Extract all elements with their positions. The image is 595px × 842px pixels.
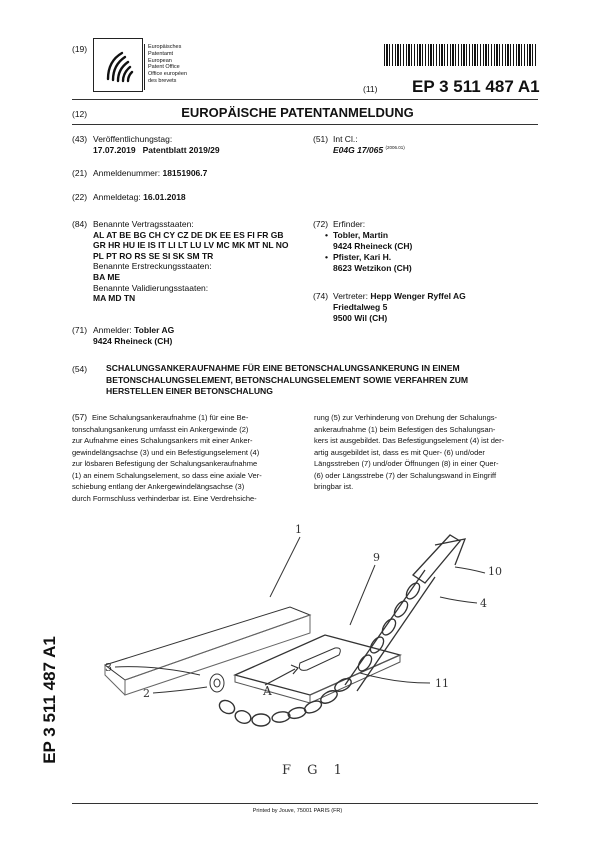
inid-57: (57) [72, 412, 88, 422]
abstract-line: tonschalungsankerung umfasst ein Ankergewinde (2) [72, 424, 249, 434]
figure-caption: F G 1 [282, 763, 348, 778]
ref-label-3: 3 [105, 661, 112, 674]
rule [72, 124, 538, 125]
inid-19: (19) [72, 44, 88, 54]
rule [72, 99, 538, 100]
field-label: Veröffentlichungstag: [93, 134, 173, 144]
printer-note: Printed by Jouve, 75001 PARIS (FR) [252, 808, 343, 814]
inid-11: (11) [363, 84, 378, 94]
office-line: Office européen [148, 71, 188, 78]
inid-21: (21) [72, 168, 88, 178]
leader-2 [153, 687, 207, 693]
bullet-icon: • [325, 230, 328, 240]
logo-divider [144, 44, 145, 90]
chain [217, 676, 353, 726]
abstract-col2 [314, 412, 538, 493]
ipc-code: E04G 17/065 [333, 145, 384, 155]
abstract-line: bringbar ist. [314, 482, 354, 491]
application-number: 18151906.7 [162, 168, 208, 178]
field-label: Erfinder: [333, 219, 366, 229]
field-label: Benannte Validierungsstaaten: [93, 282, 209, 293]
peg [210, 674, 224, 692]
inventor-name: Pfister, Kari H. [333, 252, 392, 262]
ipc-classification [333, 145, 405, 155]
inid-74: (74) [313, 291, 329, 301]
office-line: Europäisches [148, 44, 182, 50]
abstract-line: kers ist ausgebildet. Das Befestigungselement (4) ist der- [314, 436, 505, 445]
office-line: Patentamt [148, 50, 174, 57]
publication-number: EP 3 511 487 A1 [412, 77, 540, 96]
abstract-line: durch Formschluss verhinderbar ist. Eine Verdrehsiche- [72, 493, 257, 503]
leader-4 [440, 597, 477, 603]
field-label: Anmeldetag: [93, 192, 141, 202]
inid-12: (12) [72, 109, 88, 119]
barcode [384, 44, 538, 66]
ref-label-10: 10 [488, 565, 502, 578]
abstract-line: (1) an einem Schalungselement, so dass eine axiale Ver- [72, 470, 262, 480]
office-line: Patent Office [148, 64, 180, 71]
footer-rule [72, 803, 538, 804]
designated-states [93, 219, 289, 304]
inventors [325, 219, 413, 274]
inventor [325, 230, 413, 252]
applicant-name: Tobler AG [134, 325, 175, 335]
epo-logo [93, 38, 143, 92]
ref-label-9: 9 [373, 551, 380, 564]
figure-1 [95, 515, 515, 795]
abstract-line: schiebung entlang der Ankergewindelängsachse (3) [72, 482, 245, 491]
field-label: Anmeldenummer: [93, 168, 161, 178]
title-line: BETONSCHALUNGSELEMENT, BETONSCHALUNGSELEMENT SOWIE VERFAHREN ZUM [106, 374, 469, 385]
field-label: Benannte Erstreckungsstaaten: [93, 261, 212, 272]
ref-label-A: A [263, 684, 272, 698]
publication-date: 17.07.2019 Patentblatt 2019/29 [93, 145, 220, 155]
inid-84: (84) [72, 219, 88, 229]
leader-11 [360, 673, 430, 683]
epo-logo-icon [94, 39, 142, 91]
inventor-address: 8623 Wetzikon (CH) [333, 263, 412, 273]
ref-label-1: 1 [295, 523, 302, 536]
inventor-address: 9424 Rheineck (CH) [333, 241, 413, 251]
office-name [148, 44, 187, 85]
ref-label-4: 4 [480, 597, 487, 610]
leader-9 [350, 565, 375, 625]
title-line: SCHALUNGSANKERAUFNAHME FÜR EINE BETONSCHALUNGSANKERUNG IN EINEM [106, 363, 460, 373]
threaded-rod [345, 535, 465, 691]
invention-title [106, 363, 468, 398]
inid-54: (54) [72, 364, 88, 374]
bullet-icon: • [325, 252, 328, 262]
filing-date-field [93, 192, 186, 202]
ref-label-11: 11 [435, 677, 449, 690]
applicant [93, 325, 174, 347]
validation-states: MA MD TN [93, 293, 136, 304]
applicant-address: 9424 Rheineck (CH) [93, 336, 173, 346]
inid-72: (72) [313, 219, 329, 229]
inid-43: (43) [72, 134, 88, 144]
office-line: des brevets [148, 77, 177, 84]
field-label: Vertreter: [333, 291, 368, 301]
abstract-line: Eine Schalungsankeraufnahme (1) für eine Be- [92, 413, 249, 422]
ipc-version: (2006.01) [385, 145, 405, 150]
side-publication-number: EP 3 511 487 A1 [40, 636, 59, 764]
abstract-col1 [72, 412, 296, 504]
title-line: HERSTELLEN EINER BETONSCHALUNG [106, 386, 273, 396]
office-line: European [148, 57, 172, 64]
plate-slot [299, 648, 340, 670]
field-label: Int Cl.: [333, 134, 358, 144]
field-label: Benannte Vertragsstaaten: [93, 219, 194, 229]
field-label: Anmelder: [93, 325, 132, 335]
abstract-line: (6) oder Längsstrebe (7) der Schalungswand in Eingriff [314, 470, 497, 480]
abstract-line: artig ausgebildet ist, dass es mit Quer- (6) und/oder [314, 447, 485, 457]
abstract-line: zur lösbaren Befestigung der Schalungsankeraufnahme [72, 459, 258, 468]
leader-1 [270, 537, 300, 597]
document-type: EUROPÄISCHE PATENTANMELDUNG [181, 105, 414, 120]
inid-22: (22) [72, 192, 88, 202]
extension-states: BA ME [93, 271, 121, 282]
states-line: PL PT RO RS SE SI SK SM TR [93, 250, 214, 261]
abstract-line: Längsstreben (7) und/oder Öffnungen (8) in einer Quer- [314, 459, 499, 468]
inventor [325, 252, 412, 274]
application-number-field [93, 168, 207, 178]
leader-10 [455, 567, 485, 573]
states-line: GR HR HU IE IS IT LI LT LU LV MC MK MT NL NO [93, 240, 289, 251]
inid-71: (71) [72, 325, 88, 335]
inventor-name: Tobler, Martin [333, 230, 389, 240]
ref-label-2: 2 [143, 687, 150, 700]
strut-side [125, 615, 310, 695]
filing-date: 16.01.2018 [143, 192, 186, 202]
abstract-line: zur Aufnahme eines Schalungsankers mit einer Anker- [72, 436, 253, 445]
representative-address: Friedtalweg 5 [333, 302, 388, 312]
states-line: AL AT BE BG CH CY CZ DE DK EE ES FI FR GB [93, 229, 284, 240]
abstract-line: gewindelängsachse (3) und ein Befestigungselement (4) [72, 447, 260, 457]
inid-51: (51) [313, 134, 329, 144]
abstract-line: ankeraufnahme (1) beim Befestigen des Schalungsan- [314, 424, 496, 434]
representative [333, 291, 466, 324]
arrow-A [265, 669, 295, 685]
representative-address: 9500 Wil (CH) [333, 313, 388, 323]
representative-name: Hepp Wenger Ryffel AG [370, 291, 466, 301]
abstract-line: rung (5) zur Verhinderung von Drehung der Schalungs- [314, 413, 498, 422]
